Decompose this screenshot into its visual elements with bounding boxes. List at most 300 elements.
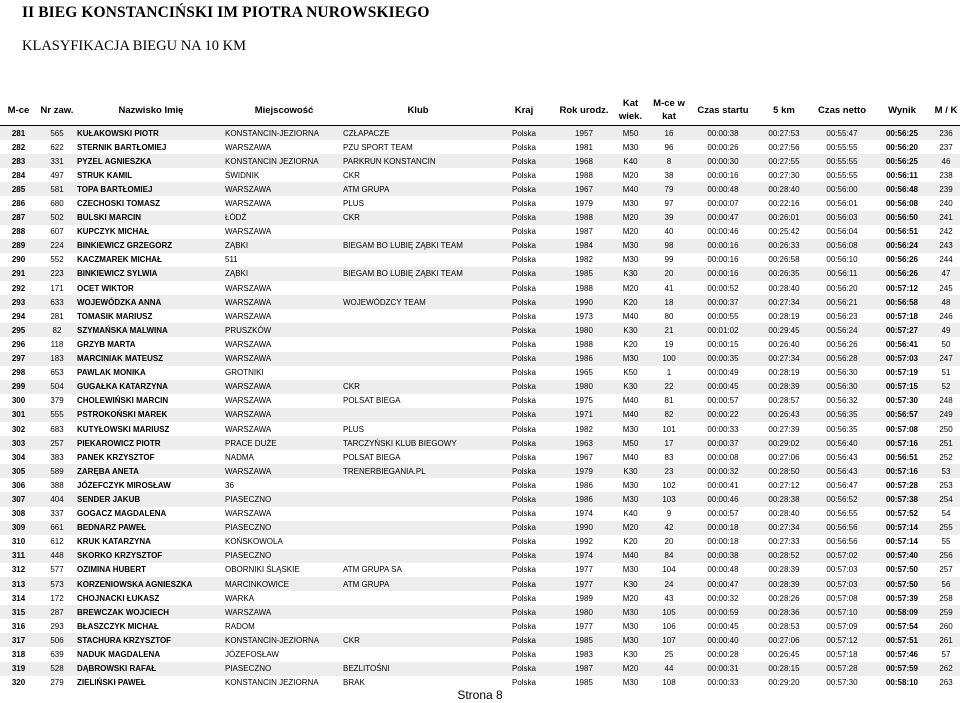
col-category-cell: M40 <box>613 309 648 323</box>
col-gender-place-cell: 259 <box>932 605 960 619</box>
col-5km-cell: 00:28:39 <box>756 380 812 394</box>
col-birth-year-cell: 1980 <box>555 380 613 394</box>
col-bib-cell: 223 <box>37 267 77 281</box>
col-result-cell: 00:57:12 <box>872 281 932 295</box>
col-birth-year-cell: 1980 <box>555 323 613 337</box>
col-country-cell: Polska <box>493 507 555 521</box>
col-country-cell: Polska <box>493 309 555 323</box>
col-place-cell: 315 <box>0 605 37 619</box>
col-club-cell <box>343 549 493 563</box>
col-birth-year-cell: 1977 <box>555 563 613 577</box>
table-row <box>0 309 960 323</box>
col-gender-place-cell: 248 <box>932 394 960 408</box>
col-name-cell: SZYMAŃSKA MALWINA <box>77 323 225 337</box>
col-category-place-cell: 79 <box>648 182 690 196</box>
col-category-place-cell: 18 <box>648 295 690 309</box>
col-result-cell: 00:57:38 <box>872 492 932 506</box>
col-country-cell: Polska <box>493 591 555 605</box>
col-club-cell <box>343 337 493 351</box>
col-5km-cell: 00:27:06 <box>756 633 812 647</box>
col-category-place-cell: 19 <box>648 337 690 351</box>
col-category-place-cell: 17 <box>648 436 690 450</box>
col-start-time-cell: 00:00:48 <box>690 563 756 577</box>
col-result-cell: 00:56:50 <box>872 211 932 225</box>
col-bib-cell: 279 <box>37 676 77 690</box>
col-country-cell: Polska <box>493 154 555 168</box>
col-city-cell: PIASECZNO <box>225 549 343 563</box>
col-start-time-cell: 00:00:16 <box>690 239 756 253</box>
col-category-cell: M50 <box>613 436 648 450</box>
col-bib-cell: 528 <box>37 662 77 676</box>
col-bib-cell: 504 <box>37 380 77 394</box>
col-category-cell: M20 <box>613 281 648 295</box>
col-bib-cell: 661 <box>37 521 77 535</box>
col-category-cell: K30 <box>613 577 648 591</box>
col-country-cell: Polska <box>493 408 555 422</box>
col-city-cell: WARSZAWA <box>225 464 343 478</box>
col-bib-cell: 680 <box>37 196 77 210</box>
col-city-cell: KONSTANCIN-JEZIORNA <box>225 126 343 141</box>
col-result-cell: 00:57:08 <box>872 422 932 436</box>
col-start-time-cell: 00:00:57 <box>690 394 756 408</box>
col-bib-cell: 565 <box>37 126 77 141</box>
col-net-time-cell: 00:57:18 <box>812 647 872 661</box>
col-net-time-cell: 00:56:21 <box>812 295 872 309</box>
col-country-cell: Polska <box>493 535 555 549</box>
col-result-cell: 00:58:09 <box>872 605 932 619</box>
col-name-cell: KUTYŁOWSKI MARIUSZ <box>77 422 225 436</box>
col-net-time-cell: 00:55:55 <box>812 168 872 182</box>
col-city-cell: WARSZAWA <box>225 182 343 196</box>
col-club-cell <box>343 619 493 633</box>
col-5km-cell: 00:28:15 <box>756 662 812 676</box>
col-club-cell: TRENERBIEGANIA.PL <box>343 464 493 478</box>
col-category-place-cell: 99 <box>648 253 690 267</box>
table-row <box>0 380 960 394</box>
col-gender-place-cell: 46 <box>932 154 960 168</box>
col-5km-cell: 00:26:35 <box>756 267 812 281</box>
col-net-time-cell: 00:57:12 <box>812 633 872 647</box>
col-category-place-cell: 38 <box>648 168 690 182</box>
col-start-time-cell: 00:00:15 <box>690 337 756 351</box>
col-start-time-cell: 00:00:40 <box>690 633 756 647</box>
col-birth-year-cell: 1957 <box>555 126 613 141</box>
col-net-time-cell: 00:57:08 <box>812 591 872 605</box>
col-category-place-cell: 20 <box>648 535 690 549</box>
col-gender-place-cell: 241 <box>932 211 960 225</box>
col-category-place-cell: 9 <box>648 507 690 521</box>
col-category-cell: M40 <box>613 450 648 464</box>
col-5km-cell: 00:26:01 <box>756 211 812 225</box>
table-row <box>0 352 960 366</box>
col-birth-year-cell: 1975 <box>555 394 613 408</box>
col-place-cell: 317 <box>0 633 37 647</box>
col-place-cell: 299 <box>0 380 37 394</box>
col-city-cell: MARCINKOWICE <box>225 577 343 591</box>
col-start-time-cell: 00:00:33 <box>690 422 756 436</box>
col-birth-year-cell: 1985 <box>555 267 613 281</box>
col-city-cell: WARSZAWA <box>225 225 343 239</box>
col-city-cell: NADMA <box>225 450 343 464</box>
col-club-cell: PZU SPORT TEAM <box>343 140 493 154</box>
col-result-cell: 00:57:46 <box>872 647 932 661</box>
col-category-place-cell: 16 <box>648 126 690 141</box>
col-birth-year-cell: 1987 <box>555 225 613 239</box>
col-5km-cell: 00:22:16 <box>756 196 812 210</box>
col-country-cell: Polska <box>493 605 555 619</box>
col-start-time-cell: 00:00:08 <box>690 450 756 464</box>
col-country-cell: Polska <box>493 211 555 225</box>
col-bib-cell: 589 <box>37 464 77 478</box>
col-5km-cell: 00:28:53 <box>756 619 812 633</box>
col-birth-year-cell: 1988 <box>555 211 613 225</box>
col-birth-year-cell: 1990 <box>555 521 613 535</box>
col-name-cell: GUGAŁKA KATARZYNA <box>77 380 225 394</box>
col-club-cell <box>343 253 493 267</box>
col-start-time-cell: 00:00:46 <box>690 492 756 506</box>
col-category-cell: M30 <box>613 605 648 619</box>
col-result-cell: 00:57:03 <box>872 352 932 366</box>
col-name-cell: CHOJNACKI ŁUKASZ <box>77 591 225 605</box>
col-category-cell: M30 <box>613 422 648 436</box>
col-result-cell: 00:57:19 <box>872 366 932 380</box>
col-city-cell: WARSZAWA <box>225 281 343 295</box>
col-5km-cell: 00:27:53 <box>756 126 812 141</box>
col-result-cell: 00:56:20 <box>872 140 932 154</box>
col-country-cell: Polska <box>493 323 555 337</box>
col-gender-place-cell: 250 <box>932 422 960 436</box>
col-country-cell: Polska <box>493 126 555 141</box>
col-country-cell: Polska <box>493 633 555 647</box>
col-5km-header: 5 km <box>756 95 812 126</box>
col-gender-place-cell: 247 <box>932 352 960 366</box>
col-gender-place-cell: 245 <box>932 281 960 295</box>
table-row <box>0 492 960 506</box>
col-place-cell: 283 <box>0 154 37 168</box>
col-name-cell: SENDER JAKUB <box>77 492 225 506</box>
col-club-cell: CKR <box>343 211 493 225</box>
col-city-cell: WARSZAWA <box>225 408 343 422</box>
col-5km-cell: 00:28:39 <box>756 577 812 591</box>
col-start-time-cell: 00:00:45 <box>690 619 756 633</box>
page-number: Strona 8 <box>457 688 503 702</box>
col-gender-place-cell: 50 <box>932 337 960 351</box>
col-country-cell: Polska <box>493 394 555 408</box>
col-birth-year-cell: 1988 <box>555 168 613 182</box>
col-country-cell: Polska <box>493 662 555 676</box>
col-place-cell: 292 <box>0 281 37 295</box>
table-row <box>0 478 960 492</box>
table-row <box>0 225 960 239</box>
table-row <box>0 647 960 661</box>
col-net-time-cell: 00:56:24 <box>812 323 872 337</box>
col-name-cell: JÓZEFCZYK MIROSŁAW <box>77 478 225 492</box>
col-city-cell: WARSZAWA <box>225 140 343 154</box>
col-gender-place-header: M / K <box>932 95 960 126</box>
col-category-place-cell: 107 <box>648 633 690 647</box>
col-category-cell: M30 <box>613 140 648 154</box>
col-net-time-cell: 00:56:56 <box>812 535 872 549</box>
table-row <box>0 281 960 295</box>
col-net-time-cell: 00:56:40 <box>812 436 872 450</box>
col-city-cell: JÓZEFOSŁAW <box>225 647 343 661</box>
col-start-time-cell: 00:00:47 <box>690 211 756 225</box>
col-gender-place-cell: 239 <box>932 182 960 196</box>
col-bib-cell: 257 <box>37 436 77 450</box>
col-category-cell: M30 <box>613 676 648 690</box>
table-row <box>0 295 960 309</box>
col-net-time-cell: 00:56:32 <box>812 394 872 408</box>
col-name-cell: BREWCZAK WOJCIECH <box>77 605 225 619</box>
table-row <box>0 577 960 591</box>
table-row <box>0 563 960 577</box>
col-start-time-cell: 00:00:18 <box>690 521 756 535</box>
col-category-cell: M30 <box>613 633 648 647</box>
col-category-cell: M20 <box>613 211 648 225</box>
col-birth-year-cell: 1988 <box>555 281 613 295</box>
col-net-time-cell: 00:56:43 <box>812 450 872 464</box>
col-bib-cell: 281 <box>37 309 77 323</box>
col-country-header: Kraj <box>493 95 555 126</box>
col-5km-cell: 00:28:40 <box>756 182 812 196</box>
col-net-time-cell: 00:56:10 <box>812 253 872 267</box>
col-country-cell: Polska <box>493 168 555 182</box>
col-5km-cell: 00:27:34 <box>756 521 812 535</box>
col-net-time-cell: 00:56:20 <box>812 281 872 295</box>
col-category-cell: K20 <box>613 535 648 549</box>
col-5km-cell: 00:27:56 <box>756 140 812 154</box>
col-place-cell: 309 <box>0 521 37 535</box>
col-name-cell: OCET WIKTOR <box>77 281 225 295</box>
col-category-cell: M30 <box>613 253 648 267</box>
col-birth-year-cell: 1988 <box>555 337 613 351</box>
col-5km-cell: 00:26:40 <box>756 337 812 351</box>
col-category-header: Kat wiek. <box>613 95 648 126</box>
col-place-cell: 286 <box>0 196 37 210</box>
col-category-cell: K30 <box>613 323 648 337</box>
col-gender-place-cell: 252 <box>932 450 960 464</box>
col-gender-place-cell: 261 <box>932 633 960 647</box>
col-birth-year-cell: 1984 <box>555 239 613 253</box>
col-bib-cell: 612 <box>37 535 77 549</box>
col-category-place-cell: 82 <box>648 408 690 422</box>
col-name-cell: DĄBROWSKI RAFAŁ <box>77 662 225 676</box>
col-city-cell: PIASECZNO <box>225 521 343 535</box>
col-category-place-cell: 81 <box>648 394 690 408</box>
col-country-cell: Polska <box>493 225 555 239</box>
col-name-cell: PANEK KRZYSZTOF <box>77 450 225 464</box>
col-5km-cell: 00:28:39 <box>756 563 812 577</box>
col-place-cell: 306 <box>0 478 37 492</box>
col-category-cell: M20 <box>613 168 648 182</box>
col-club-cell <box>343 281 493 295</box>
col-gender-place-cell: 254 <box>932 492 960 506</box>
table-row <box>0 211 960 225</box>
col-country-cell: Polska <box>493 352 555 366</box>
col-club-cell <box>343 605 493 619</box>
col-result-cell: 00:57:54 <box>872 619 932 633</box>
col-city-cell: 36 <box>225 478 343 492</box>
col-bib-cell: 118 <box>37 337 77 351</box>
col-net-time-cell: 00:57:09 <box>812 619 872 633</box>
col-gender-place-cell: 54 <box>932 507 960 521</box>
col-gender-place-cell: 256 <box>932 549 960 563</box>
col-country-cell: Polska <box>493 366 555 380</box>
col-bib-cell: 183 <box>37 352 77 366</box>
col-club-cell <box>343 366 493 380</box>
col-result-cell: 00:56:24 <box>872 239 932 253</box>
col-result-cell: 00:57:18 <box>872 309 932 323</box>
col-name-cell: KACZMAREK MICHAŁ <box>77 253 225 267</box>
col-category-cell: M30 <box>613 492 648 506</box>
table-row <box>0 549 960 563</box>
table-row <box>0 619 960 633</box>
col-net-time-cell: 00:55:55 <box>812 140 872 154</box>
col-result-cell: 00:56:25 <box>872 154 932 168</box>
col-club-cell: BEZLITOŚNI <box>343 662 493 676</box>
col-category-place-cell: 1 <box>648 366 690 380</box>
col-country-cell: Polska <box>493 140 555 154</box>
col-net-time-cell: 00:56:00 <box>812 182 872 196</box>
col-category-place-cell: 101 <box>648 422 690 436</box>
col-category-cell: K30 <box>613 267 648 281</box>
col-club-cell: ATM GRUPA <box>343 577 493 591</box>
col-net-time-cell: 00:56:01 <box>812 196 872 210</box>
col-name-cell: GRZYB MARTA <box>77 337 225 351</box>
col-category-place-cell: 106 <box>648 619 690 633</box>
table-row <box>0 196 960 210</box>
col-city-cell: WARSZAWA <box>225 394 343 408</box>
col-place-cell: 313 <box>0 577 37 591</box>
col-category-place-cell: 20 <box>648 267 690 281</box>
col-category-cell: M20 <box>613 521 648 535</box>
col-net-time-cell: 00:57:03 <box>812 563 872 577</box>
col-birth-year-cell: 1979 <box>555 464 613 478</box>
col-result-cell: 00:56:25 <box>872 126 932 141</box>
col-country-cell: Polska <box>493 563 555 577</box>
col-birth-year-cell: 1986 <box>555 478 613 492</box>
col-place-cell: 282 <box>0 140 37 154</box>
col-category-place-cell: 22 <box>648 380 690 394</box>
col-start-time-cell: 00:00:16 <box>690 253 756 267</box>
col-name-cell: ZIELIŃSKI PAWEŁ <box>77 676 225 690</box>
col-start-time-cell: 00:00:57 <box>690 507 756 521</box>
col-start-time-cell: 00:00:41 <box>690 478 756 492</box>
col-birth-year-cell: 1963 <box>555 436 613 450</box>
col-place-cell: 305 <box>0 464 37 478</box>
col-city-cell: WARSZAWA <box>225 507 343 521</box>
table-row <box>0 422 960 436</box>
col-category-place-cell: 24 <box>648 577 690 591</box>
col-start-time-cell: 00:00:48 <box>690 182 756 196</box>
col-category-place-cell: 98 <box>648 239 690 253</box>
col-country-cell: Polska <box>493 337 555 351</box>
col-city-cell: WARSZAWA <box>225 337 343 351</box>
col-name-cell: CHOLEWIŃSKI MARCIN <box>77 394 225 408</box>
col-5km-cell: 00:28:36 <box>756 605 812 619</box>
col-country-cell: Polska <box>493 676 555 690</box>
col-5km-cell: 00:28:40 <box>756 507 812 521</box>
col-country-cell: Polska <box>493 492 555 506</box>
col-club-cell <box>343 535 493 549</box>
col-place-cell: 319 <box>0 662 37 676</box>
table-row <box>0 605 960 619</box>
document-title: II BIEG KONSTANCIŃSKI IM PIOTRA NUROWSKIEGO <box>22 4 430 21</box>
col-result-cell: 00:57:27 <box>872 323 932 337</box>
col-place-cell: 289 <box>0 239 37 253</box>
col-result-cell: 00:57:16 <box>872 464 932 478</box>
col-gender-place-cell: 53 <box>932 464 960 478</box>
col-gender-place-cell: 263 <box>932 676 960 690</box>
col-net-time-cell: 00:57:30 <box>812 676 872 690</box>
col-gender-place-cell: 262 <box>932 662 960 676</box>
col-name-cell: MARCINIAK MATEUSZ <box>77 352 225 366</box>
col-country-cell: Polska <box>493 182 555 196</box>
col-club-cell: CKR <box>343 633 493 647</box>
col-birth-year-cell: 1983 <box>555 647 613 661</box>
col-5km-cell: 00:28:19 <box>756 366 812 380</box>
col-start-time-cell: 00:00:32 <box>690 591 756 605</box>
col-country-cell: Polska <box>493 436 555 450</box>
col-place-cell: 304 <box>0 450 37 464</box>
col-net-time-cell: 00:57:02 <box>812 549 872 563</box>
col-club-cell <box>343 352 493 366</box>
col-club-cell: TARCZYŃSKI KLUB BIEGOWY <box>343 436 493 450</box>
col-gender-place-cell: 243 <box>932 239 960 253</box>
col-club-cell: CKR <box>343 380 493 394</box>
col-net-time-cell: 00:56:30 <box>812 380 872 394</box>
col-name-cell: STERNIK BARTŁOMIEJ <box>77 140 225 154</box>
col-5km-cell: 00:28:19 <box>756 309 812 323</box>
col-place-cell: 281 <box>0 126 37 141</box>
col-bib-cell: 552 <box>37 253 77 267</box>
col-start-time-cell: 00:00:07 <box>690 196 756 210</box>
col-gender-place-cell: 57 <box>932 647 960 661</box>
col-city-cell: ŚWIDNIK <box>225 168 343 182</box>
col-city-cell: ŁÓDŹ <box>225 211 343 225</box>
col-5km-cell: 00:27:55 <box>756 154 812 168</box>
col-city-cell: WARKA <box>225 591 343 605</box>
col-gender-place-cell: 55 <box>932 535 960 549</box>
col-place-cell: 297 <box>0 352 37 366</box>
col-result-cell: 00:57:15 <box>872 380 932 394</box>
col-5km-cell: 00:27:33 <box>756 535 812 549</box>
col-category-cell: M30 <box>613 563 648 577</box>
col-city-cell: 511 <box>225 253 343 267</box>
col-gender-place-cell: 251 <box>932 436 960 450</box>
col-name-header: Nazwisko Imię <box>77 95 225 126</box>
col-birth-year-cell: 1986 <box>555 352 613 366</box>
col-result-cell: 00:56:51 <box>872 225 932 239</box>
col-5km-cell: 00:26:43 <box>756 408 812 422</box>
col-birth-year-cell: 1974 <box>555 507 613 521</box>
col-result-cell: 00:57:59 <box>872 662 932 676</box>
table-row <box>0 436 960 450</box>
col-place-cell: 300 <box>0 394 37 408</box>
col-birth-year-cell: 1989 <box>555 591 613 605</box>
col-5km-cell: 00:27:30 <box>756 168 812 182</box>
col-gender-place-cell: 47 <box>932 267 960 281</box>
col-country-cell: Polska <box>493 577 555 591</box>
results-table <box>0 95 960 690</box>
col-category-place-cell: 97 <box>648 196 690 210</box>
col-club-cell <box>343 647 493 661</box>
col-category-cell: K40 <box>613 507 648 521</box>
col-start-time-cell: 00:00:35 <box>690 352 756 366</box>
col-city-cell: ZĄBKI <box>225 239 343 253</box>
col-city-cell: KONSTANCIN JEZIORNA <box>225 676 343 690</box>
col-bib-cell: 502 <box>37 211 77 225</box>
